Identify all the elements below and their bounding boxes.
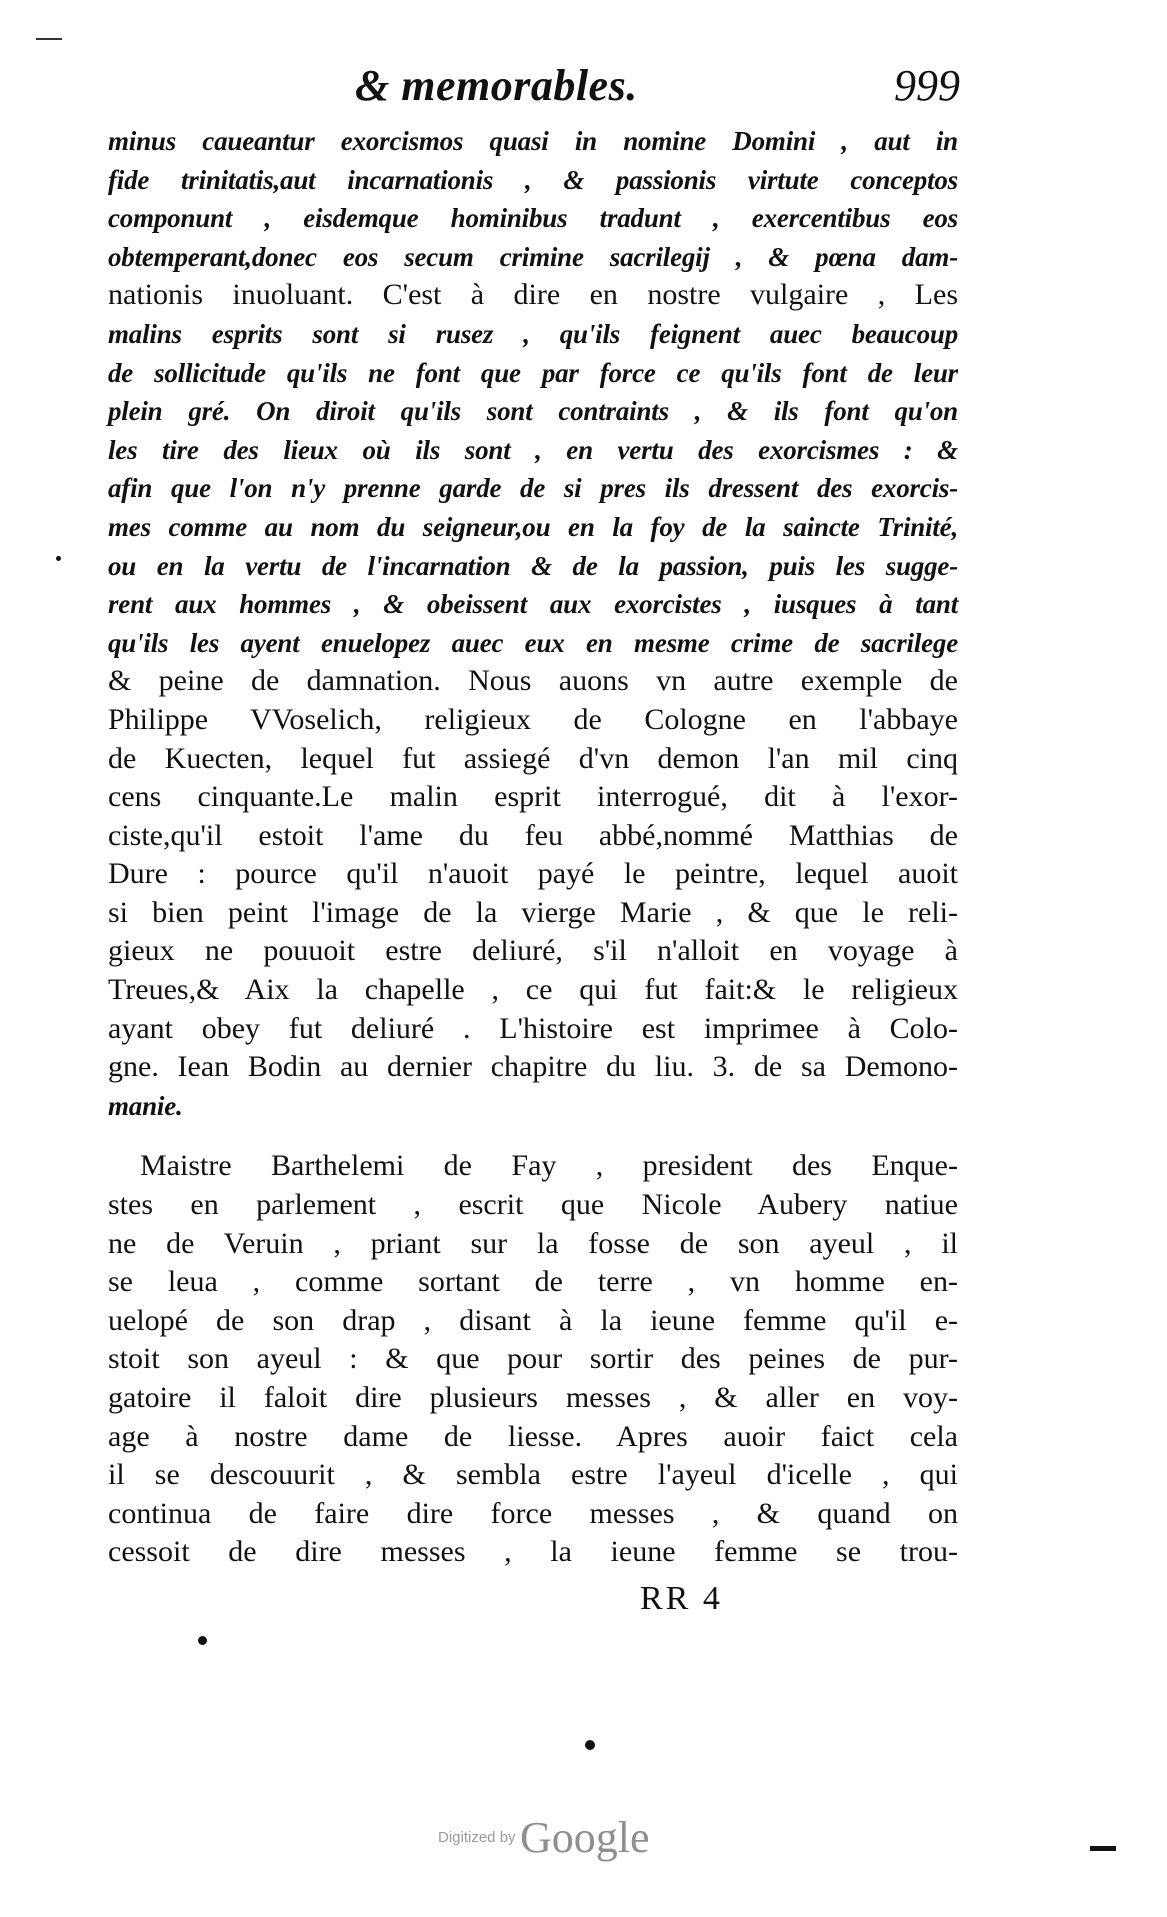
digitization-watermark — [438, 1812, 650, 1863]
text-line: les tire des lieux où ils sont , en vertu des exorcismes : & — [108, 434, 958, 465]
signature-mark: RR 4 — [640, 1580, 723, 1617]
text-line: ne de Veruin , priant sur la fosse de son ayeul , il — [108, 1226, 958, 1260]
body-text — [108, 122, 958, 1572]
text-line: se leua , comme sortant de terre , vn homme en- — [108, 1265, 958, 1299]
text-line: plein gré. On diroit qu'ils sont contraints , & ils font qu'on — [108, 396, 958, 427]
text-line: uelopé de son drap , disant à la ieune femme qu'il e- — [108, 1303, 958, 1337]
text-line: si bien peint l'image de la vierge Marie , & que le reli- — [108, 895, 958, 929]
text-line: de sollicitude qu'ils ne font que par force ce qu'ils font de leur — [108, 357, 958, 388]
text-line: age à nostre dame de liesse. Apres auoir faict cela — [108, 1419, 958, 1453]
text-line: stes en parlement , escrit que Nicole Aubery natiue — [108, 1188, 958, 1222]
text-line: ayant obey fut deliuré . L'histoire est imprimee à Colo- — [108, 1011, 958, 1045]
text-line: gieux ne pouuoit estre deliuré, s'il n'alloit en voyage à — [108, 934, 958, 968]
text-line: minus caueantur exorcismos quasi in nomine Domini , aut in — [108, 126, 958, 156]
text-line: cens cinquante.Le malin esprit interrogué, dit à l'exor- — [108, 780, 958, 814]
scan-mark — [1090, 1846, 1116, 1851]
text-line: cessoit de dire messes , la ieune femme se trou- — [108, 1535, 958, 1569]
page-number: 999 — [894, 61, 960, 110]
text-line: mes comme au nom du seigneur,ou en la foy de la saincte Trinité, — [108, 511, 958, 542]
text-line: afin que l'on n'y prenne garde de si pres ils dressent des exorcis- — [108, 473, 958, 504]
running-title: & memorables. — [355, 61, 638, 110]
text-line: rent aux hommes , & obeissent aux exorcistes , iusques à tant — [108, 589, 958, 620]
text-line: gatoire il faloit dire plusieurs messes , & aller en voy- — [108, 1381, 958, 1414]
google-logo: Google — [520, 1813, 650, 1862]
text-line: continua de faire dire force messes , & quand on — [108, 1496, 958, 1530]
text-line: nationis inuoluant. C'est à dire en nostre vulgaire , Les — [108, 278, 958, 312]
page-header — [100, 58, 960, 118]
scan-mark — [36, 38, 62, 40]
text-line: Maistre Barthelemi de Fay , president des Enque- — [140, 1149, 958, 1183]
ink-speck — [585, 1740, 595, 1750]
text-line: componunt , eisdemque hominibus tradunt , exercentibus eos — [108, 203, 958, 234]
text-line: Treues,& Aix la chapelle , ce qui fut fait:& le religieux — [108, 973, 958, 1007]
text-line: il se descouurit , & sembla estre l'ayeul d'icelle , qui — [108, 1458, 958, 1492]
text-line: malins esprits sont si rusez , qu'ils feignent auec beaucoup — [108, 318, 958, 349]
text-line: fide trinitatis,aut incarnationis , & passionis virtute conceptos — [108, 164, 958, 195]
text-line: gne. Iean Bodin au dernier chapitre du liu. 3. de sa Demono- — [108, 1050, 958, 1084]
text-line: Dure : pource qu'il n'auoit payé le peintre, lequel auoit — [108, 857, 958, 891]
text-line: & peine de damnation. Nous auons vn autre exemple de — [108, 664, 958, 698]
text-line: Philippe VVoselich, religieux de Cologne en l'abbaye — [108, 702, 958, 736]
text-line: de Kuecten, lequel fut assiegé d'vn demon l'an mil cinq — [108, 741, 958, 775]
text-line: ciste,qu'il estoit l'ame du feu abbé,nommé Matthias de — [108, 818, 958, 852]
text-line: qu'ils les ayent enuelopez auec eux en mesme crime de sacrilege — [108, 627, 958, 658]
text-line: obtemperant,donec eos secum crimine sacrilegij , & pœna dam- — [108, 241, 958, 272]
text-line: ou en la vertu de l'incarnation & de la passion, puis les sugge- — [108, 550, 958, 581]
watermark-prefix: Digitized by — [438, 1829, 516, 1846]
ink-speck — [198, 1636, 207, 1645]
text-line: stoit son ayeul : & que pour sortir des peines de pur- — [108, 1342, 958, 1376]
text-line: manie. — [108, 1090, 183, 1121]
paragraph-gap — [108, 1125, 958, 1147]
ink-speck — [56, 556, 61, 561]
